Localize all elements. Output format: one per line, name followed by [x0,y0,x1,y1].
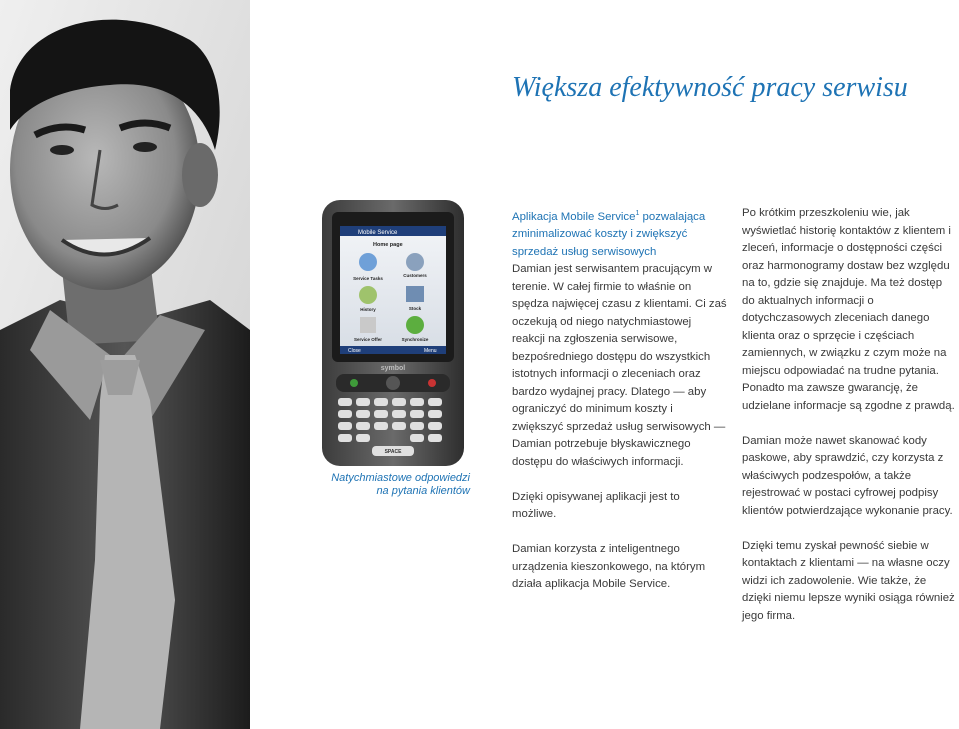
lead-text-a: Aplikacja Mobile Service [512,210,636,223]
tile-label: Service Tasks [353,276,383,281]
app-title-text: Mobile Service [358,230,398,236]
paragraph: Dzięki temu zyskał pewność siebie w kontaktach z klientami — na własne oczy widzi ich zadowolenie. Wie także, że dzięki niemu lepsze wyniki osiąga również jego firma. [742,539,955,622]
tile-label: Synchronize [401,337,429,342]
page-title: Większa efektywność pracy serwisu [512,72,908,103]
paragraph: Damian jest serwisantem pracującym w terenie. W całej firmie to właśnie on spędza najwięcej czasu z klientami. Ci zaś oczekują od niego natychmiastowej reakcji na zgłoszenia serwisowe, bezpośredniego dostępu do wszystkich istotnych informacji o zleceniach oraz bardzo wydajnej pracy. Dlatego — aby ograniczyć do minimum koszty i zwiększyć sprzedaż usług serwisowych — Damian potrzebuje błyskawicznego dostępu do właściwych informacji. [512,263,727,468]
brand-logo: symbol [380,365,406,372]
text-column-1 [512,205,727,594]
screen-header-text: Home page [373,242,403,248]
space-key: SPACE [384,449,402,455]
footnote-mark: 1 [635,210,640,217]
text-column-2 [742,205,957,625]
tile-label: Customers [403,273,427,278]
tile-label: History [360,307,376,312]
photo-caption: Natychmiastowe odpowiedzi na pytania klientów [331,472,470,497]
softkey-right[interactable]: Menu [424,348,437,354]
paragraph: Dzięki opisywanej aplikacji jest to możliwe. [512,490,680,521]
lead-heading [512,205,727,261]
softkey-left[interactable]: Close [348,348,361,354]
paragraph: Damian korzysta z inteligentnego urządzenia kieszonkowego, na którym działa aplikacja Mobile Service. [512,543,706,591]
tile-label: Service Offer [353,337,383,342]
handheld-device-image [318,198,468,470]
paragraph: Po krótkim przeszkoleniu wie, jak wyświetlać historię kontaktów z klientem i zleceń, informacje o dostępności części oraz harmonogramy dostaw bez względu na to, gdzie się znajduje. Ma też dostęp do aktualnych informacji o dotychczasowych zleceniach danego klienta oraz o sprzęcie i częściach zamiennych, w związku z czym może na miejscu odpowiadać na trudne pytania. Ponadto ma zawsze gwarancję, że udzielane informacje są zgodne z prawdą. [742,207,955,412]
tile-label: Stock [408,306,422,311]
tile-history[interactable] [359,286,377,312]
paragraph: Damian może nawet skanować kody paskowe, aby sprawdzić, czy korzysta z właściwych podzespołów, a także rejestrować w postaci cyfrowej podpisy klientów potwierdzające wykonanie pracy. [742,434,953,517]
man-photo [0,0,250,729]
lead-text-b: pozwalająca zminimalizować koszty i zwiększyć sprzedaż usług serwisowych [512,210,706,258]
